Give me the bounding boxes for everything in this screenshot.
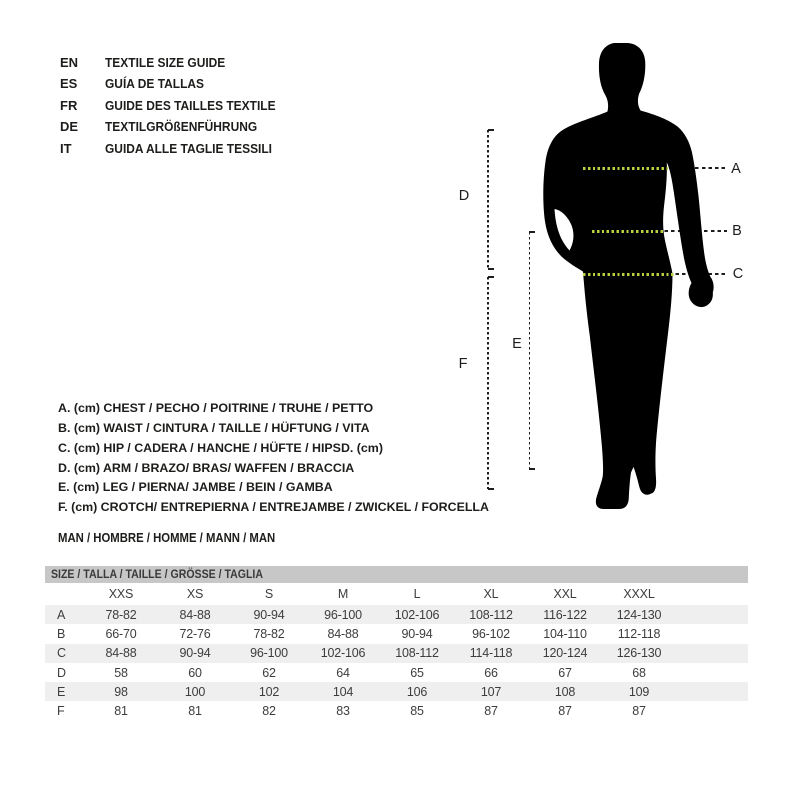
value-cell: 87: [484, 704, 498, 719]
value-cell: 66-70: [105, 626, 137, 641]
legend-line-text: F. (cm) CROTCH/ ENTREPIERNA / ENTREJAMBE / ZWICKEL / FORCELLA: [58, 500, 489, 515]
size-table: [45, 566, 748, 721]
row-label: F: [57, 704, 65, 719]
row-label: A: [57, 607, 66, 622]
language-code: ES: [60, 76, 78, 92]
row-label: B: [57, 626, 66, 641]
value-cell: 64: [336, 665, 350, 680]
value-cell: 120-124: [542, 646, 588, 661]
legend-line-a: [58, 399, 489, 419]
table-row-b: [45, 624, 748, 643]
legend-line-text: B. (cm) WAIST / CINTURA / TAILLE / HÜFTUNG / VITA: [58, 420, 370, 435]
chest-dotted-line: [583, 167, 668, 169]
legend-line-d: [58, 459, 489, 479]
value-cell: 114-118: [469, 646, 513, 661]
value-cell: 87: [558, 704, 572, 719]
value-cell: 108: [554, 684, 576, 699]
value-cell: 78-82: [105, 607, 137, 622]
language-title: TEXTILGRÖßENFÜHRUNG: [105, 119, 258, 135]
value-cell: 109: [628, 684, 650, 699]
value-cell: 104: [332, 684, 354, 699]
value-cell: 126-130: [616, 646, 662, 661]
size-col-header: XXXL: [623, 587, 655, 601]
row-label: D: [57, 665, 67, 680]
size-col-header: L: [413, 587, 421, 601]
value-cell: 82: [262, 704, 276, 719]
value-cell: 84-88: [105, 646, 137, 661]
size-col-header: M: [337, 587, 349, 601]
value-cell: 102: [258, 684, 280, 699]
measure-label-d: D: [458, 187, 470, 204]
value-cell: 78-82: [253, 626, 285, 641]
value-cell: 67: [558, 665, 572, 680]
value-cell: 96-102: [472, 626, 510, 641]
value-cell: 112-118: [617, 626, 661, 641]
waist-dotted-line: [592, 230, 663, 232]
value-cell: 90-94: [179, 646, 211, 661]
size-col-header: XXL: [553, 587, 577, 601]
measure-label-a: A: [731, 160, 741, 177]
value-cell: 96-100: [324, 607, 362, 622]
language-code: EN: [60, 55, 79, 70]
legend-line-e: [58, 478, 489, 498]
value-cell: 83: [336, 704, 350, 719]
measure-label-b: B: [732, 223, 742, 239]
legend-line-text: E. (cm) LEG / PIERNA/ JAMBE / BEIN / GAMBA: [58, 480, 333, 495]
table-row-c: [45, 644, 748, 663]
value-cell: 87: [632, 704, 646, 719]
language-title: GUÍA DE TALLAS: [105, 76, 205, 92]
row-label: C: [57, 646, 67, 661]
table-row-f: [45, 701, 748, 720]
hip-dotted-line: [583, 273, 674, 275]
value-cell: 90-94: [401, 626, 433, 641]
language-code: DE: [60, 119, 79, 135]
value-cell: 84-88: [179, 607, 211, 622]
value-cell: 98: [114, 684, 128, 699]
language-code: IT: [60, 140, 72, 156]
table-row-e: [45, 682, 748, 701]
language-title: GUIDE DES TAILLES TEXTILE: [105, 97, 276, 113]
value-cell: 102-106: [320, 646, 366, 661]
value-cell: 107: [480, 684, 502, 699]
size-table-header: [45, 566, 748, 583]
value-cell: 85: [410, 704, 424, 719]
value-cell: 124-130: [616, 607, 662, 622]
legend-line-b: [58, 419, 489, 439]
table-row-d: [45, 663, 748, 682]
value-cell: 96-100: [250, 646, 288, 661]
value-cell: 106: [406, 684, 428, 699]
value-cell: 90-94: [253, 607, 285, 622]
measure-label-f: F: [458, 355, 468, 372]
legend-line-text: C. (cm) HIP / CADERA / HANCHE / HÜFTE / HIPSD. (cm): [58, 440, 383, 455]
measure-label-c: C: [732, 266, 744, 282]
size-col-header: XS: [186, 587, 204, 601]
value-cell: 62: [262, 665, 276, 680]
measurement-legend: [58, 399, 489, 518]
value-cell: 72-76: [179, 626, 211, 641]
size-table-body: [45, 583, 748, 721]
language-title: GUIDA ALLE TAGLIE TESSILI: [105, 140, 273, 156]
man-silhouette: [440, 38, 760, 518]
value-cell: 116-122: [543, 607, 587, 622]
size-col-header: XXS: [108, 587, 134, 601]
value-cell: 81: [188, 704, 202, 719]
value-cell: 60: [188, 665, 202, 680]
legend-line-f: [58, 498, 489, 518]
legend-line-text: D. (cm) ARM / BRAZO/ BRAS/ WAFFEN / BRACCIA: [58, 460, 355, 475]
value-cell: 108-112: [469, 607, 513, 622]
language-code: FR: [60, 97, 78, 113]
value-cell: 65: [410, 665, 424, 680]
size-table-header-text: SIZE / TALLA / TAILLE / GRÖSSE / TAGLIA: [51, 567, 263, 581]
value-cell: 100: [184, 684, 206, 699]
value-cell: 84-88: [327, 626, 359, 641]
value-cell: 68: [632, 665, 646, 680]
value-cell: 104-110: [543, 626, 587, 641]
legend-line-c: [58, 439, 489, 459]
table-row-a: [45, 605, 748, 624]
row-label: E: [57, 684, 66, 699]
language-title: TEXTILE SIZE GUIDE: [105, 55, 226, 70]
size-columns-row: [45, 583, 748, 605]
size-col-header: XL: [483, 587, 499, 601]
value-cell: 58: [114, 665, 128, 680]
measure-label-e: E: [512, 335, 522, 352]
legend-line-text: A. (cm) CHEST / PECHO / POITRINE / TRUHE / PETTO: [58, 401, 374, 415]
value-cell: 81: [114, 704, 128, 719]
value-cell: 102-106: [394, 607, 440, 622]
size-col-header: S: [264, 587, 274, 601]
value-cell: 66: [484, 665, 498, 680]
value-cell: 108-112: [395, 646, 439, 661]
gender-line: MAN / HOMBRE / HOMME / MANN / MAN: [58, 531, 276, 545]
